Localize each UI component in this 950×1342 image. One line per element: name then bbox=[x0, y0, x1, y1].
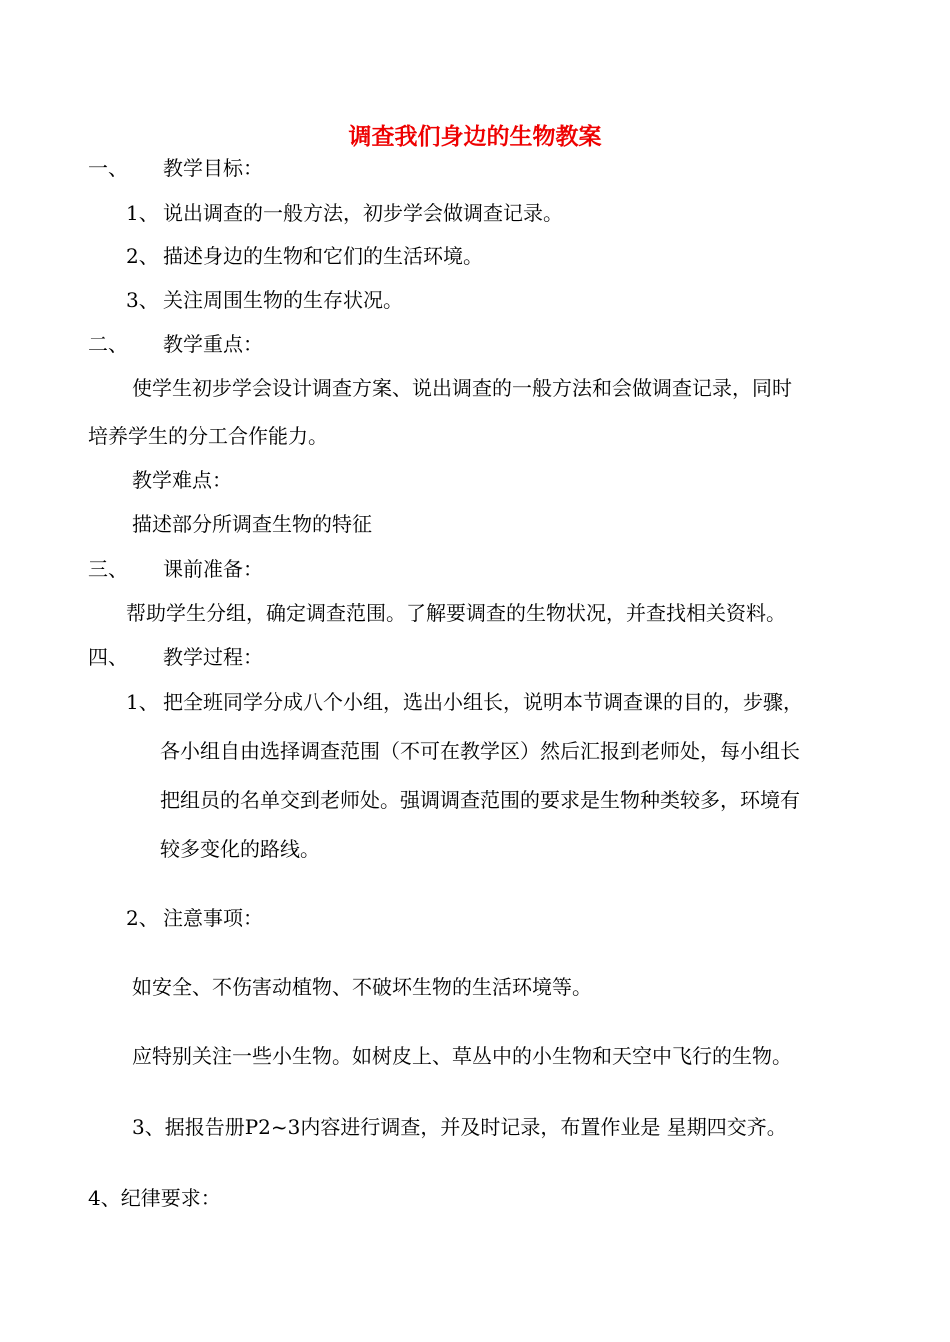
section-1-number: 一、 bbox=[88, 156, 128, 180]
paragraph-line: 3、据报告册P2~3内容进行调查，并及时记录，布置作业是 星期四交齐。 bbox=[132, 1115, 787, 1139]
section-4-heading: 教学过程： bbox=[163, 645, 263, 669]
section-3-heading: 课前准备： bbox=[163, 557, 263, 581]
paragraph-line: 较多变化的路线。 bbox=[160, 837, 320, 861]
list-item-text: 描述身边的生物和它们的生活环境。 bbox=[163, 244, 483, 268]
section-2-heading: 教学重点： bbox=[163, 332, 263, 356]
section-3-number: 三、 bbox=[88, 557, 128, 581]
paragraph-line: 4、纪律要求： bbox=[88, 1186, 221, 1210]
document-title: 调查我们身边的生物教案 bbox=[348, 124, 602, 150]
paragraph-line: 如安全、不伤害动植物、不破坏生物的生活环境等。 bbox=[132, 975, 592, 999]
list-item-text: 注意事项： bbox=[163, 906, 263, 930]
list-item-text: 说出调查的一般方法，初步学会做调查记录。 bbox=[163, 201, 563, 225]
paragraph-line: 把组员的名单交到老师处。强调调查范围的要求是生物种类较多，环境有 bbox=[160, 788, 800, 812]
paragraph-line: 使学生初步学会设计调查方案、说出调查的一般方法和会做调查记录，同时 bbox=[132, 376, 792, 400]
list-item-text: 关注周围生物的生存状况。 bbox=[163, 288, 403, 312]
section-2-number: 二、 bbox=[88, 332, 128, 356]
paragraph-line: 各小组自由选择调查范围（不可在教学区）然后汇报到老师处，每小组长 bbox=[160, 739, 800, 763]
paragraph-line: 把全班同学分成八个小组，选出小组长，说明本节调查课的目的，步骤， bbox=[163, 690, 803, 714]
list-item-number: 1、 bbox=[126, 201, 159, 225]
list-item-number: 3、 bbox=[126, 288, 159, 312]
section-1-heading: 教学目标： bbox=[163, 156, 263, 180]
list-item-number: 2、 bbox=[126, 244, 159, 268]
paragraph-line: 帮助学生分组，确定调查范围。了解要调查的生物状况，并查找相关资料。 bbox=[126, 601, 786, 625]
paragraph-line: 应特别关注一些小生物。如树皮上、草丛中的小生物和天空中飞行的生物。 bbox=[132, 1044, 792, 1068]
difficulty-text: 描述部分所调查生物的特征 bbox=[132, 512, 372, 536]
list-item-number: 1、 bbox=[126, 690, 159, 714]
paragraph-line: 培养学生的分工合作能力。 bbox=[88, 424, 328, 448]
difficulty-heading: 教学难点： bbox=[132, 468, 232, 492]
section-4-number: 四、 bbox=[88, 645, 128, 669]
list-item-number: 2、 bbox=[126, 906, 159, 930]
